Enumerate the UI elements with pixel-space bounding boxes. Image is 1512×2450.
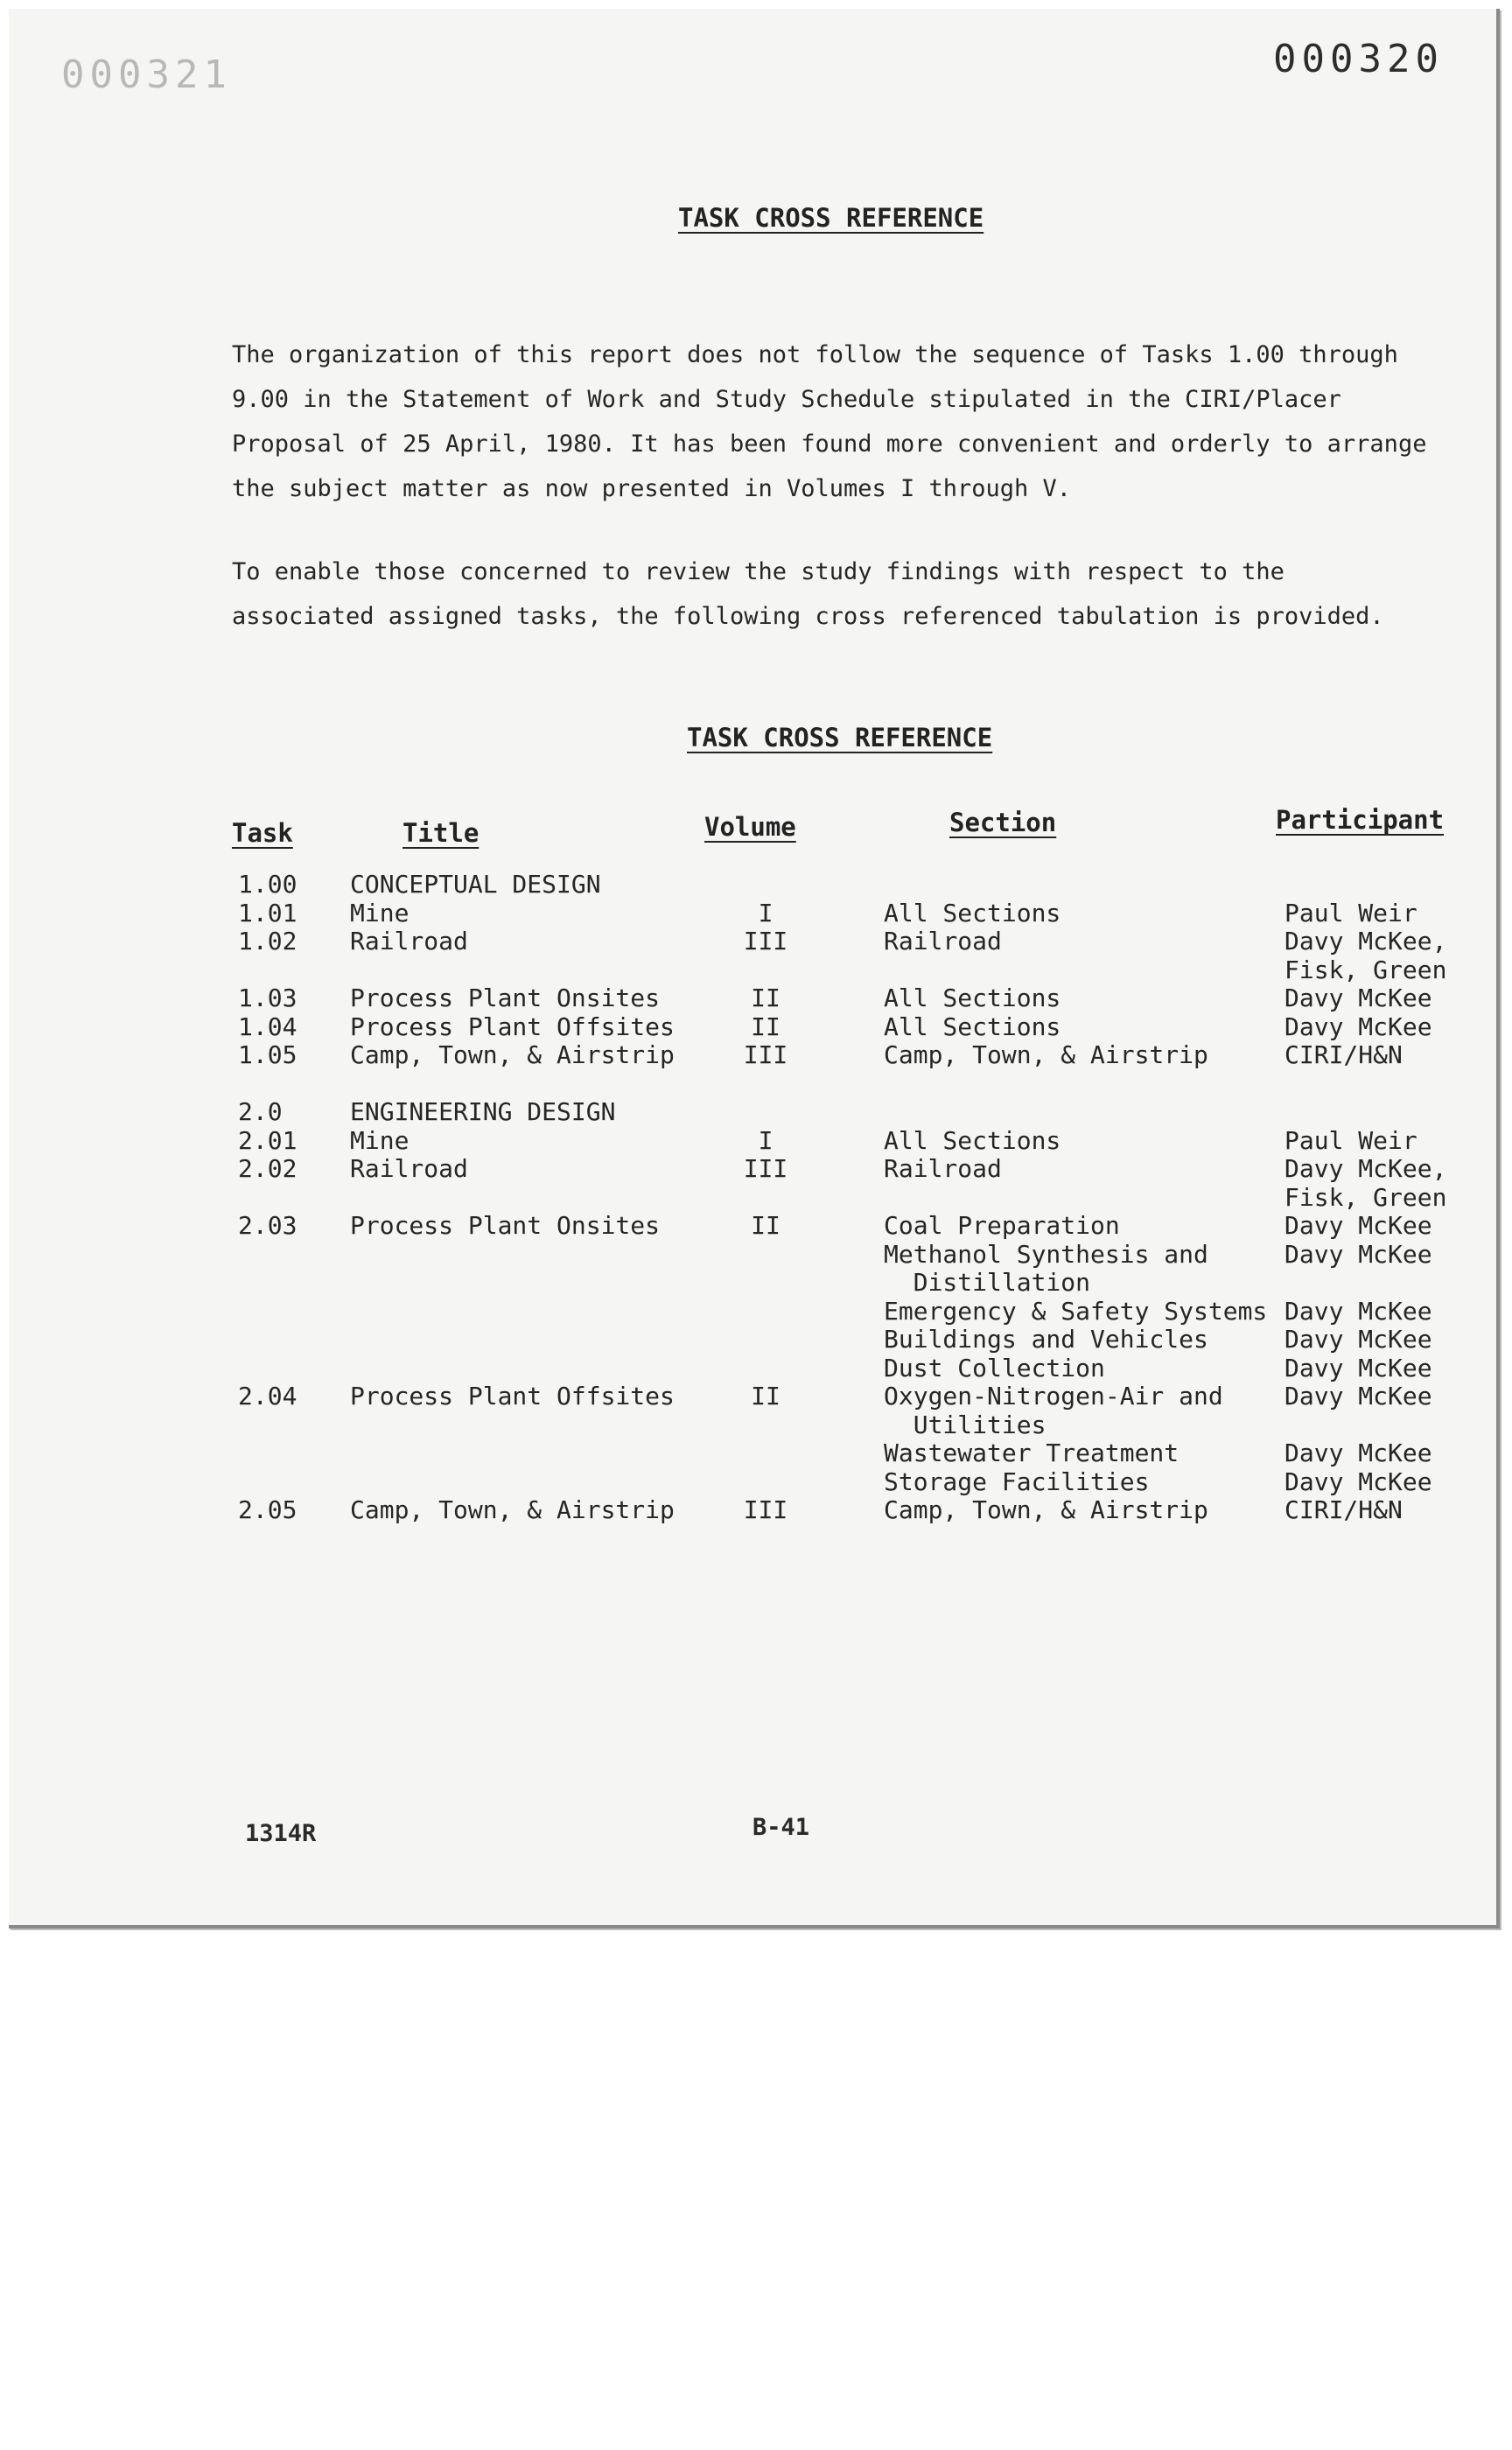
page-label: B-41 (752, 1814, 810, 1841)
cell-section: Wastewater Treatment (884, 1438, 1180, 1467)
cell-participant: Davy McKee (1284, 1467, 1432, 1496)
cell-volume: I (758, 1126, 774, 1155)
cell-title: Railroad (350, 927, 468, 956)
column-header-volume: Volume (704, 812, 796, 842)
cell-title: Process Plant Offsites (350, 1012, 675, 1041)
cell-title: ENGINEERING DESIGN (350, 1097, 616, 1126)
cell-volume: II (751, 1012, 780, 1041)
assignment-paragraph: To enable those concerned to review the study findings with respect to the associated assigned tasks, the following cross referenced tabulation is provided. (232, 558, 1384, 630)
cell-task: 1.05 (238, 1040, 298, 1069)
cell-task: 2.0 (238, 1097, 283, 1126)
cell-participant: Paul Weir (1284, 1126, 1418, 1155)
column-header-title: Title (402, 818, 480, 848)
cell-title: Camp, Town, & Airstrip (350, 1040, 675, 1069)
cell-participant: Fisk, Green (1284, 956, 1447, 984)
cell-volume: III (743, 927, 788, 956)
page-number: 000320 (1273, 37, 1444, 81)
cell-task: 2.01 (238, 1126, 298, 1155)
cell-participant: Davy McKee (1284, 1382, 1432, 1410)
cell-participant: Fisk, Green (1284, 1183, 1447, 1212)
cell-participant: Davy McKee (1284, 984, 1432, 1012)
column-header-task: Task (232, 818, 293, 848)
cell-volume: II (751, 1211, 780, 1240)
cell-task: 1.00 (238, 870, 298, 899)
cell-section: Camp, Town, & Airstrip (884, 1495, 1208, 1524)
cell-section: All Sections (884, 1012, 1061, 1041)
cell-participant: CIRI/H&N (1284, 1495, 1403, 1524)
cell-participant: Davy McKee (1284, 1211, 1432, 1240)
cell-participant: Paul Weir (1284, 899, 1418, 928)
cell-section: Camp, Town, & Airstrip (884, 1040, 1208, 1069)
cell-task: 1.01 (238, 899, 298, 928)
column-header-participant: Participant (1276, 805, 1445, 835)
cell-section: Distillation (884, 1268, 1091, 1297)
cell-section: Methanol Synthesis and (884, 1240, 1208, 1269)
cell-task: 2.03 (238, 1211, 298, 1240)
cell-section: Storage Facilities (884, 1467, 1150, 1496)
cell-section: Buildings and Vehicles (884, 1325, 1208, 1354)
cell-task: 1.02 (238, 927, 298, 956)
document-id: 1314R (245, 1820, 317, 1847)
document-page (9, 9, 1500, 1928)
cell-title: Process Plant Onsites (350, 984, 661, 1012)
ghost-page-number: 000321 (61, 52, 232, 97)
cell-title: CONCEPTUAL DESIGN (350, 870, 601, 899)
cell-volume: II (751, 984, 780, 1012)
cell-title: Process Plant Offsites (350, 1382, 675, 1410)
cell-volume: II (751, 1382, 780, 1410)
cell-volume: I (758, 899, 774, 928)
cell-participant: Davy McKee, (1284, 1154, 1447, 1183)
cell-participant: CIRI/H&N (1284, 1040, 1403, 1069)
cell-section: Railroad (884, 927, 1002, 956)
cell-task: 2.05 (238, 1495, 298, 1524)
cell-participant: Davy McKee (1284, 1354, 1432, 1382)
cell-section: Railroad (884, 1154, 1002, 1183)
cell-task: 2.04 (238, 1382, 298, 1410)
cell-task: 2.02 (238, 1154, 298, 1183)
cell-section: All Sections (884, 984, 1061, 1012)
page-title: TASK CROSS REFERENCE (678, 203, 984, 233)
cell-title: Camp, Town, & Airstrip (350, 1495, 675, 1524)
cell-volume: III (743, 1495, 788, 1524)
cell-volume: III (743, 1040, 788, 1069)
column-header-section: Section (949, 808, 1057, 837)
cell-title: Mine (350, 899, 410, 928)
cell-section: Emergency & Safety Systems (884, 1297, 1268, 1326)
cell-participant: Davy McKee, (1284, 927, 1447, 956)
table-title: TASK CROSS REFERENCE (687, 723, 993, 752)
cell-participant: Davy McKee (1284, 1297, 1432, 1326)
cell-section: Coal Preparation (884, 1211, 1120, 1240)
cell-section: Dust Collection (884, 1354, 1105, 1382)
intro-paragraph: The organization of this report does not follow the sequence of Tasks 1.00 through 9.00 in the Statement of Work and Study Schedule stipulated in the CIRI/Placer Proposal of 25 April, 1980. It has been found more convenient and orderly to arrange the subject matter as now presented in Volumes I through V. (232, 341, 1427, 502)
cell-participant: Davy McKee (1284, 1012, 1432, 1041)
cell-section: All Sections (884, 899, 1061, 928)
cell-participant: Davy McKee (1284, 1240, 1432, 1269)
cell-section: Utilities (884, 1410, 1046, 1439)
cell-task: 1.03 (238, 984, 298, 1012)
cell-volume: III (743, 1154, 788, 1183)
cell-title: Railroad (350, 1154, 468, 1183)
cell-task: 1.04 (238, 1012, 298, 1041)
cell-title: Mine (350, 1126, 410, 1155)
cell-section: Oxygen-Nitrogen-Air and (884, 1382, 1223, 1410)
cell-participant: Davy McKee (1284, 1438, 1432, 1467)
cell-title: Process Plant Onsites (350, 1211, 661, 1240)
cell-section: All Sections (884, 1126, 1061, 1155)
cross-reference-table (9, 9, 1496, 1925)
cell-participant: Davy McKee (1284, 1325, 1432, 1354)
